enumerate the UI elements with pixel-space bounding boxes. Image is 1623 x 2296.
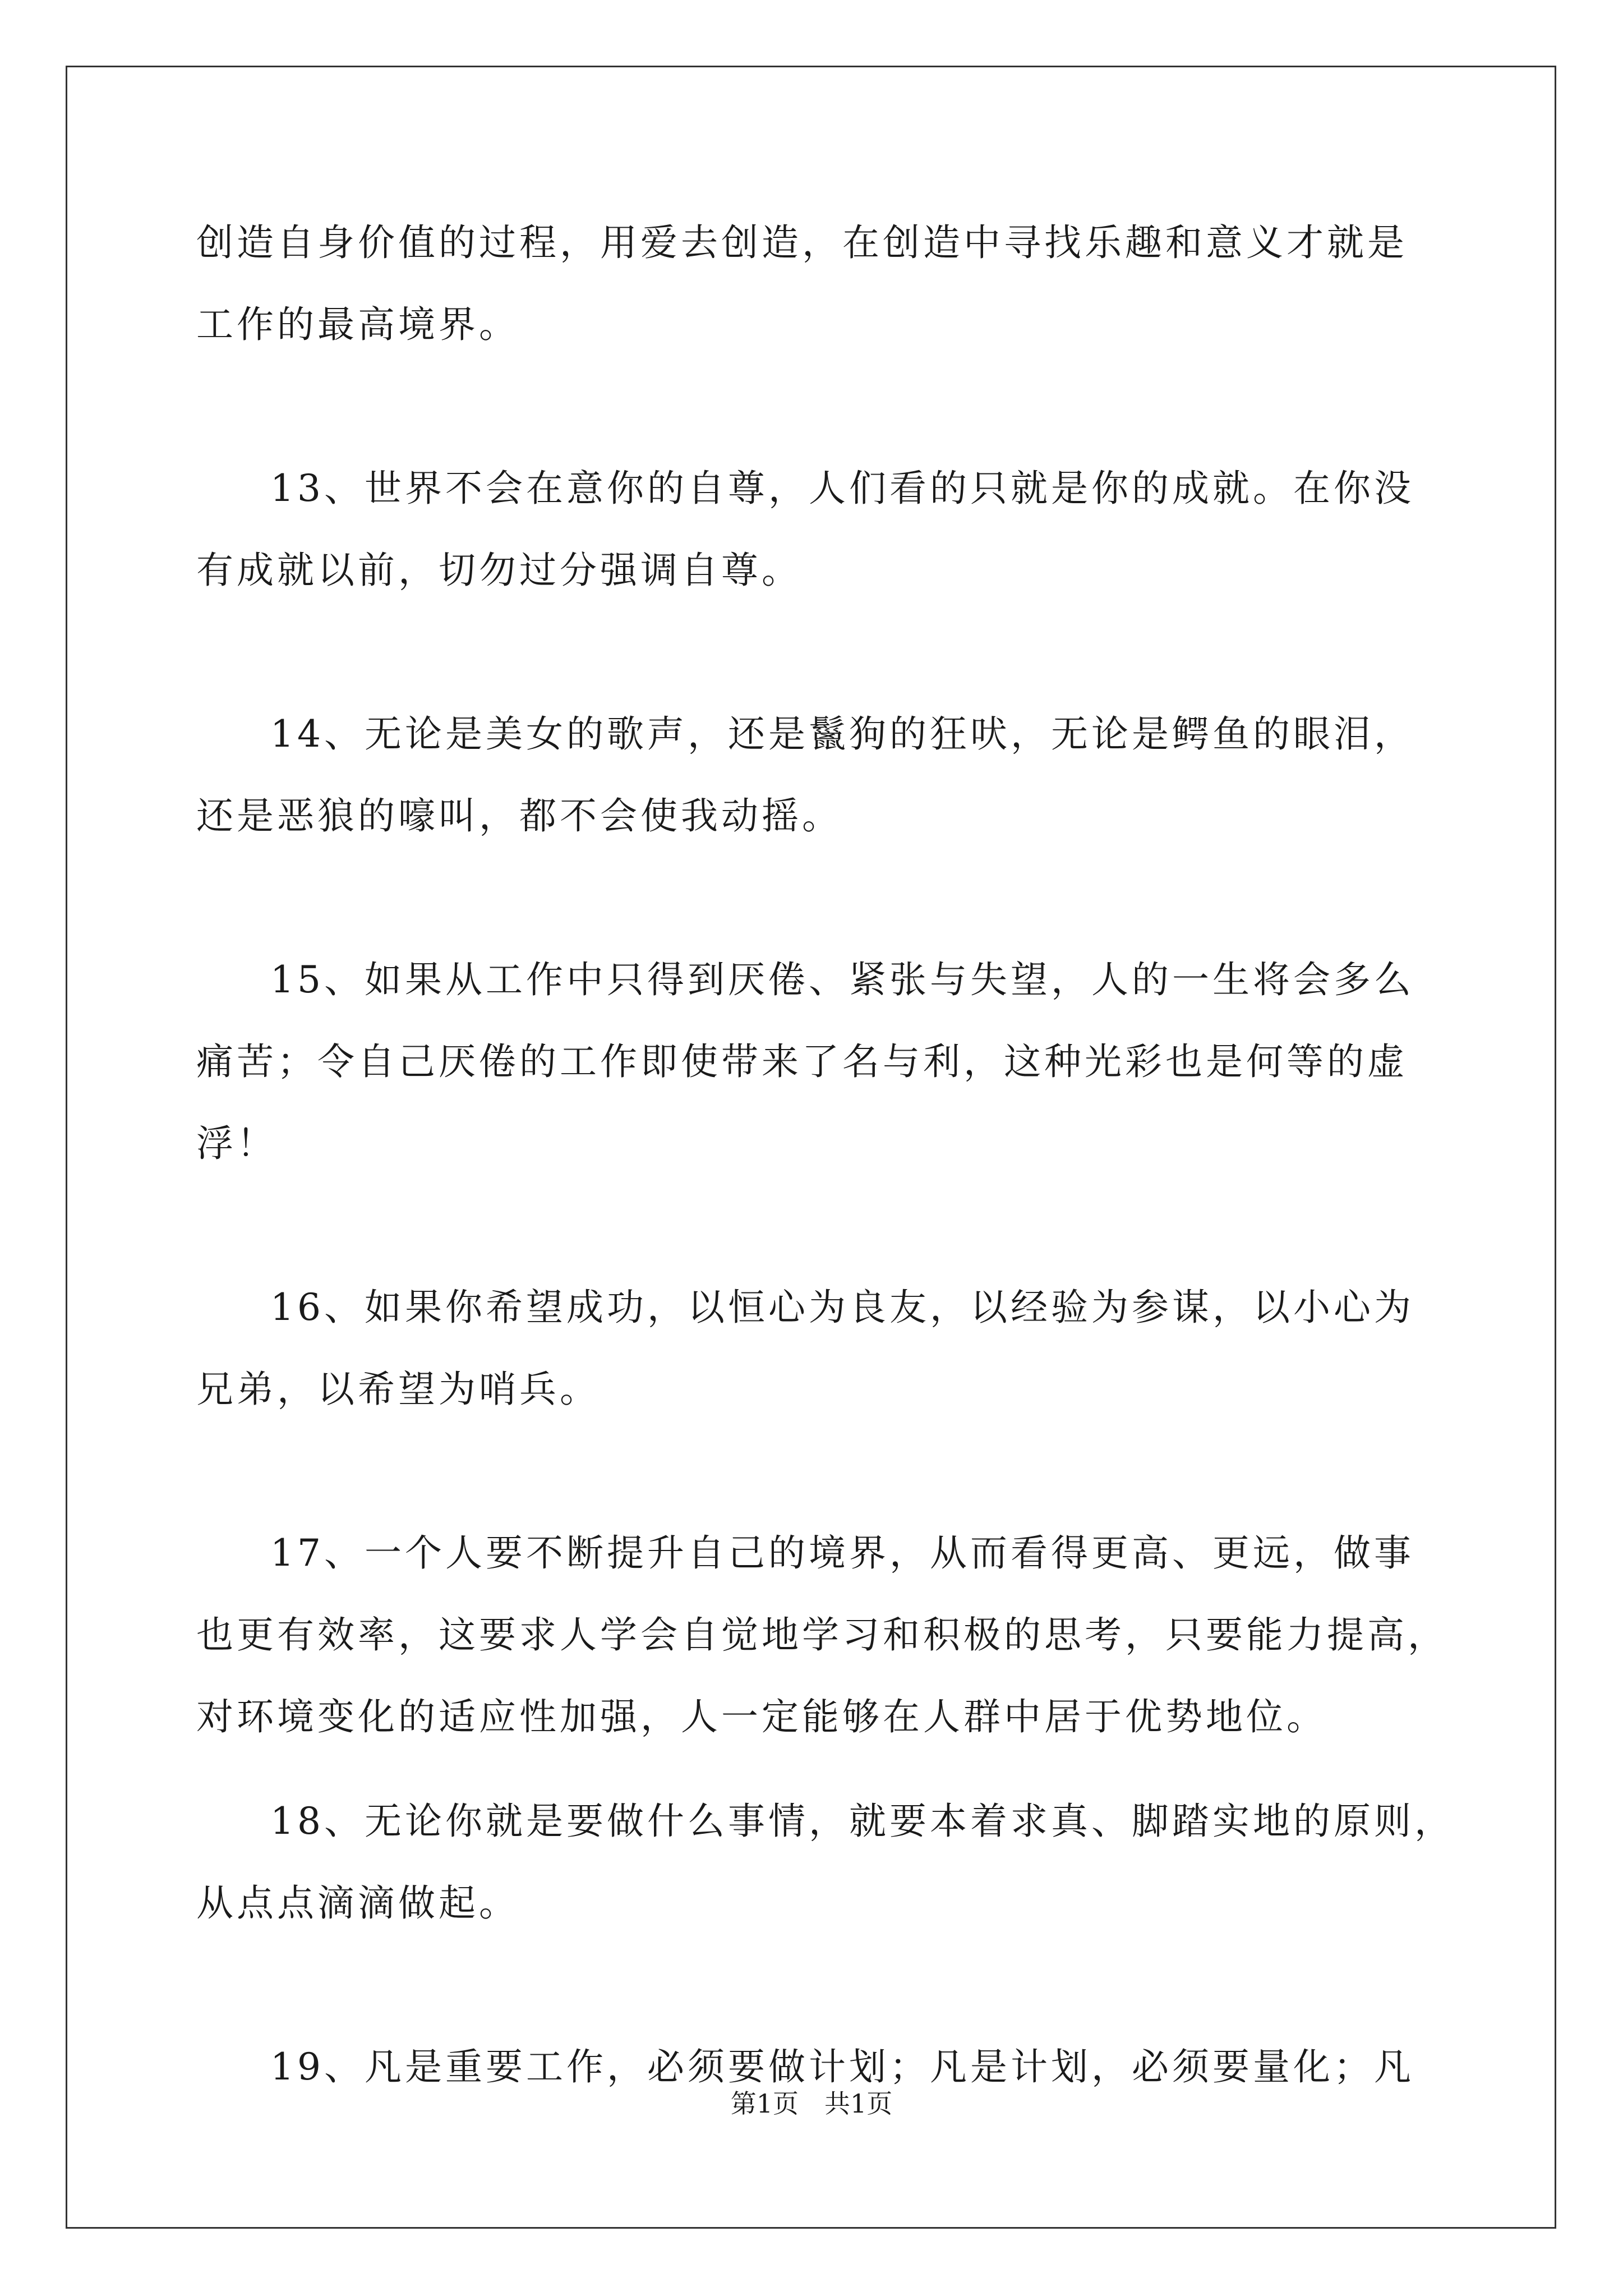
text-line: 工作的最高境界。 <box>196 303 519 346</box>
text-line: 有成就以前，切勿过分强调自尊。 <box>196 549 802 592</box>
paragraph-19-line: 19、凡是重要工作，必须要做计划；凡是计划，必须要量化；凡 <box>270 2045 1414 2088</box>
text-line: 浮！ <box>196 1122 277 1165</box>
text-line: 痛苦；令自己厌倦的工作即使带来了名与利，这种光彩也是何等的虚 <box>196 1040 1408 1083</box>
text-line: 从点点滴滴做起。 <box>196 1881 519 1925</box>
paragraph-16-line: 16、如果你希望成功，以恒心为良友，以经验为参谋，以小心为 <box>270 1286 1414 1329</box>
paragraph-17-line: 17、一个人要不断提升自己的境界，从而看得更高、更远，做事 <box>270 1531 1414 1575</box>
text-line: 也更有效率，这要求人学会自觉地学习和积极的思考，只要能力提高， <box>196 1613 1448 1657</box>
text-line: 兄弟，以希望为哨兵。 <box>196 1368 600 1411</box>
paragraph-13-line: 13、世界不会在意你的自尊，人们看的只就是你的成就。在你没 <box>270 467 1414 510</box>
text-line: 还是恶狼的嚎叫，都不会使我动摇。 <box>196 794 842 838</box>
text-line: 对环境变化的适应性加强，人一定能够在人群中居于优势地位。 <box>196 1695 1327 1738</box>
text-line: 创造自身价值的过程，用爱去创造，在创造中寻找乐趣和意义才就是 <box>196 221 1408 264</box>
paragraph-18-line: 18、无论你就是要做什么事情，就要本着求真、脚踏实地的原则， <box>270 1800 1455 1843</box>
paragraph-14-line: 14、无论是美女的歌声，还是鬣狗的狂吠，无论是鳄鱼的眼泪， <box>270 712 1414 756</box>
document-body <box>196 202 1453 2108</box>
paragraph-15-line: 15、如果从工作中只得到厌倦、紧张与失望，人的一生将会多么 <box>270 958 1414 1001</box>
page-number-footer: 第1页 共1页 <box>730 2088 893 2119</box>
